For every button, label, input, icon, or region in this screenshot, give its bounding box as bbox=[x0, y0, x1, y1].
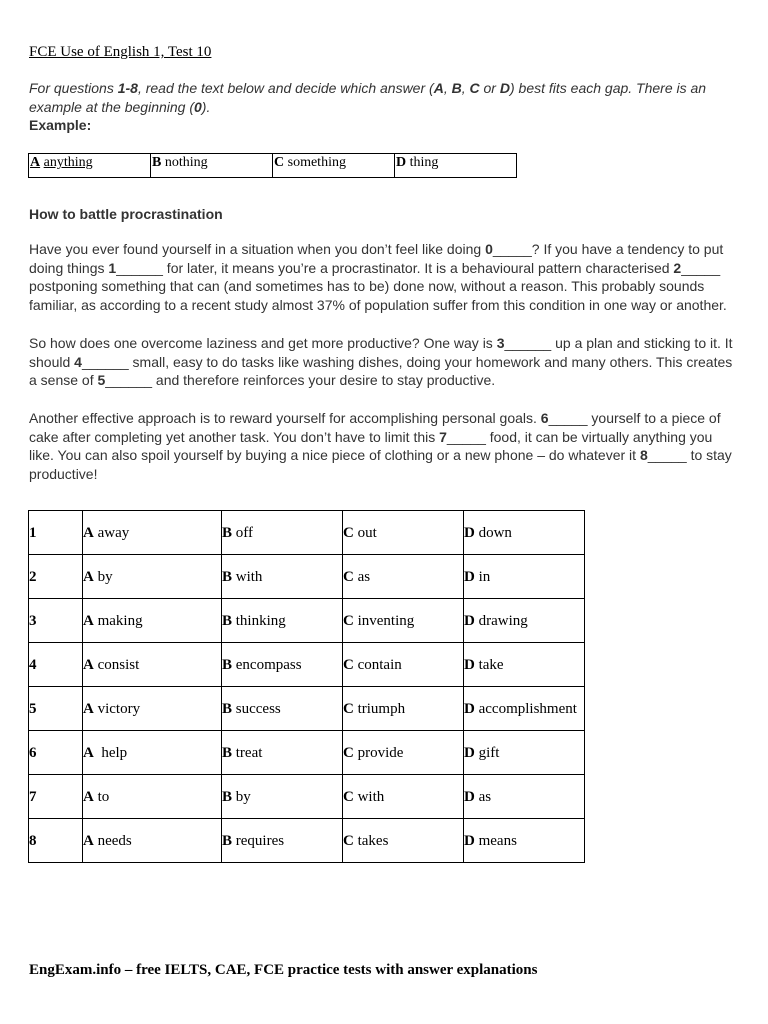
option-letter: D bbox=[464, 656, 475, 673]
passage-paragraph bbox=[29, 240, 741, 315]
option-word: thing bbox=[409, 155, 439, 170]
paragraph-text: Have you ever found yourself in a situation when you don’t feel like doing bbox=[29, 241, 486, 257]
question-row bbox=[29, 731, 585, 775]
option-a[interactable] bbox=[83, 687, 222, 731]
option-word: contain bbox=[357, 656, 402, 673]
gap-number: 6 bbox=[540, 410, 549, 426]
option-word: triumph bbox=[357, 700, 406, 717]
option-b[interactable] bbox=[222, 599, 343, 643]
option-d[interactable] bbox=[464, 643, 585, 687]
option-word: encompass bbox=[235, 656, 302, 673]
option-a[interactable] bbox=[83, 599, 222, 643]
option-letter: B bbox=[451, 80, 462, 96]
option-letter: C bbox=[343, 788, 354, 805]
option-d[interactable] bbox=[464, 775, 585, 819]
option-letter: B bbox=[222, 524, 233, 541]
option-word: treat bbox=[235, 744, 263, 761]
question-row bbox=[29, 775, 585, 819]
question-number: 4 bbox=[29, 643, 83, 687]
option-letter: D bbox=[464, 568, 475, 585]
option-c[interactable] bbox=[343, 511, 464, 555]
option-word: thinking bbox=[235, 612, 286, 629]
option-d[interactable] bbox=[464, 511, 585, 555]
paragraph-text: _____ food, it can be virtually anything you like. You can also spoil yourself by buying a nice piece of clothing or a new phone – do whatever it bbox=[29, 428, 713, 464]
option-b[interactable] bbox=[222, 511, 343, 555]
option-word: gift bbox=[478, 744, 500, 761]
option-a[interactable] bbox=[83, 731, 222, 775]
option-b[interactable] bbox=[222, 687, 343, 731]
option-letter: A bbox=[83, 568, 94, 585]
separator: , bbox=[443, 80, 452, 96]
option-word: nothing bbox=[164, 155, 208, 170]
question-row bbox=[29, 555, 585, 599]
option-a[interactable] bbox=[83, 819, 222, 863]
option-c[interactable] bbox=[343, 775, 464, 819]
option-letter: C bbox=[343, 832, 354, 849]
passage-title: How to battle procrastination bbox=[29, 206, 223, 222]
instructions bbox=[29, 79, 729, 117]
paragraph-text: _____ to stay productive! bbox=[29, 447, 732, 483]
option-a[interactable] bbox=[83, 555, 222, 599]
example-option-a bbox=[29, 154, 151, 178]
option-letter: D bbox=[464, 832, 475, 849]
example-option-b bbox=[151, 154, 273, 178]
paragraph-text: _____? If you have a tendency to put doing things bbox=[29, 241, 724, 276]
option-letter: D bbox=[464, 788, 475, 805]
paragraph-text: ______ for later, it means you’re a procrastinator. It is a behavioural pattern characterised bbox=[116, 259, 674, 276]
instructions-text: For questions bbox=[29, 80, 118, 96]
question-number: 8 bbox=[29, 819, 83, 863]
option-c[interactable] bbox=[343, 687, 464, 731]
instructions-text: ). bbox=[201, 99, 211, 115]
option-a[interactable] bbox=[83, 511, 222, 555]
question-number: 6 bbox=[29, 731, 83, 775]
option-word: making bbox=[97, 612, 143, 629]
option-c[interactable] bbox=[343, 599, 464, 643]
option-letter: B bbox=[222, 612, 233, 629]
option-letter: D bbox=[499, 80, 510, 96]
instructions-text: ) best fits each gap. There is an example at the beginning ( bbox=[29, 80, 707, 115]
gap-number: 4 bbox=[74, 353, 82, 370]
option-letter: C bbox=[343, 700, 354, 717]
option-letter: B bbox=[222, 568, 233, 585]
option-letter: B bbox=[152, 155, 162, 170]
question-row bbox=[29, 819, 585, 863]
option-letter: D bbox=[396, 155, 407, 170]
gap-number: 8 bbox=[639, 447, 648, 464]
example-number: 0 bbox=[194, 99, 202, 115]
option-d[interactable] bbox=[464, 731, 585, 775]
gap-number: 3 bbox=[496, 335, 505, 351]
footer: EngExam.info – free IELTS, CAE, FCE practice tests with answer explanations bbox=[29, 962, 538, 978]
option-a[interactable] bbox=[83, 643, 222, 687]
option-letter: A bbox=[433, 80, 444, 96]
option-letter: D bbox=[464, 700, 475, 717]
instructions-text: , read the text below and decide which answer ( bbox=[137, 80, 434, 96]
question-row bbox=[29, 511, 585, 555]
example-label: Example: bbox=[29, 117, 92, 133]
option-letter: C bbox=[343, 568, 354, 585]
option-word: inventing bbox=[357, 612, 415, 629]
option-letter: A bbox=[83, 524, 94, 541]
passage-paragraph bbox=[29, 334, 741, 390]
option-word: accomplishment bbox=[478, 700, 577, 717]
page-title: FCE Use of English 1, Test 10 bbox=[29, 44, 212, 60]
paragraph-text: So how does one overcome laziness and get more productive? One way is bbox=[29, 335, 497, 351]
option-word: provide bbox=[357, 744, 404, 761]
option-d[interactable] bbox=[464, 599, 585, 643]
separator: , bbox=[461, 80, 470, 96]
option-word: by bbox=[97, 568, 113, 585]
answer-options-table bbox=[28, 510, 585, 863]
option-letter: D bbox=[464, 744, 475, 761]
option-b[interactable] bbox=[222, 819, 343, 863]
option-letter: A bbox=[83, 656, 94, 673]
option-word: out bbox=[357, 524, 377, 541]
option-word: takes bbox=[357, 832, 389, 849]
option-word: to bbox=[97, 788, 110, 805]
gap-number: 5 bbox=[97, 372, 106, 389]
option-d[interactable] bbox=[464, 687, 585, 731]
question-number: 3 bbox=[29, 599, 83, 643]
paragraph-text: ______ up a plan and sticking to it. It should bbox=[29, 335, 733, 370]
question-number: 1 bbox=[29, 511, 83, 555]
option-b[interactable] bbox=[222, 643, 343, 687]
question-range: 1-8 bbox=[117, 80, 138, 96]
option-c[interactable] bbox=[343, 819, 464, 863]
option-word: needs bbox=[97, 832, 132, 849]
option-b[interactable] bbox=[222, 555, 343, 599]
option-letter: C bbox=[343, 524, 354, 541]
gap-number: 2 bbox=[673, 259, 682, 276]
question-number: 2 bbox=[29, 555, 83, 599]
option-c[interactable] bbox=[343, 731, 464, 775]
option-word: success bbox=[235, 700, 281, 717]
option-word: down bbox=[478, 524, 512, 541]
option-word: away bbox=[97, 524, 130, 541]
option-word: by bbox=[235, 788, 251, 805]
option-word: take bbox=[478, 656, 504, 673]
gap-number: 0 bbox=[485, 241, 493, 257]
example-option-c bbox=[273, 154, 395, 178]
option-word: with bbox=[357, 788, 385, 805]
separator: or bbox=[479, 80, 500, 96]
paragraph-text: ______ small, easy to do tasks like washing dishes, doing your homework and many others. This creates a sense of bbox=[29, 353, 733, 389]
gap-number: 1 bbox=[108, 259, 117, 276]
question-number: 5 bbox=[29, 687, 83, 731]
option-word: off bbox=[235, 524, 253, 541]
example-option-d bbox=[395, 154, 517, 178]
option-d[interactable] bbox=[464, 819, 585, 863]
option-word: consist bbox=[97, 656, 140, 673]
option-letter: B bbox=[222, 788, 233, 805]
question-number: 7 bbox=[29, 775, 83, 819]
option-b[interactable] bbox=[222, 731, 343, 775]
option-letter: B bbox=[222, 832, 233, 849]
option-d[interactable] bbox=[464, 555, 585, 599]
option-letter: C bbox=[274, 155, 285, 170]
answer-options-body bbox=[29, 511, 585, 863]
option-b[interactable] bbox=[222, 775, 343, 819]
option-word: with bbox=[235, 568, 263, 585]
paragraph-text: Another effective approach is to reward yourself for accomplishing personal goals. bbox=[29, 410, 541, 426]
option-word: drawing bbox=[478, 612, 528, 629]
option-word: victory bbox=[97, 700, 141, 717]
question-row bbox=[29, 643, 585, 687]
option-word: means bbox=[478, 832, 517, 849]
option-word: something bbox=[287, 155, 346, 170]
option-letter: D bbox=[464, 524, 475, 541]
option-word: as bbox=[478, 788, 492, 805]
paragraph-text: _____ yourself to a piece of cake after completing yet another task. You don’t have to limit this bbox=[29, 410, 721, 445]
option-letter: C bbox=[469, 80, 480, 96]
option-letter: B bbox=[222, 744, 233, 761]
passage-paragraph bbox=[29, 409, 741, 484]
option-letter: B bbox=[222, 700, 233, 717]
paragraph-text: ______ and therefore reinforces your desire to stay productive. bbox=[105, 372, 496, 389]
option-letter: B bbox=[222, 656, 233, 673]
option-letter: A bbox=[83, 612, 94, 629]
option-word: as bbox=[357, 568, 371, 585]
option-word: help bbox=[97, 744, 128, 761]
example-table bbox=[28, 153, 517, 178]
option-letter: A bbox=[83, 832, 94, 849]
question-row bbox=[29, 687, 585, 731]
option-letter: C bbox=[343, 744, 354, 761]
option-word: in bbox=[478, 568, 491, 585]
question-row bbox=[29, 599, 585, 643]
option-letter: D bbox=[464, 612, 475, 629]
option-a[interactable] bbox=[83, 775, 222, 819]
gap-number: 7 bbox=[439, 428, 447, 445]
option-word: requires bbox=[235, 832, 285, 849]
paragraph-text: _____ postponing something that can (and sometimes has to be) done now, without a reason. This probably sounds familiar, as according to a recent study almost 37% of population suffer from this condition in one way or another. bbox=[29, 259, 727, 314]
option-letter: A bbox=[83, 788, 94, 805]
option-letter: C bbox=[343, 656, 354, 673]
option-letter: A bbox=[83, 700, 94, 717]
option-letter: C bbox=[343, 612, 354, 629]
option-c[interactable] bbox=[343, 555, 464, 599]
option-letter: A bbox=[30, 155, 41, 170]
option-letter: A bbox=[83, 744, 94, 761]
option-word: anything bbox=[43, 155, 93, 170]
example-row bbox=[29, 154, 517, 178]
option-c[interactable] bbox=[343, 643, 464, 687]
